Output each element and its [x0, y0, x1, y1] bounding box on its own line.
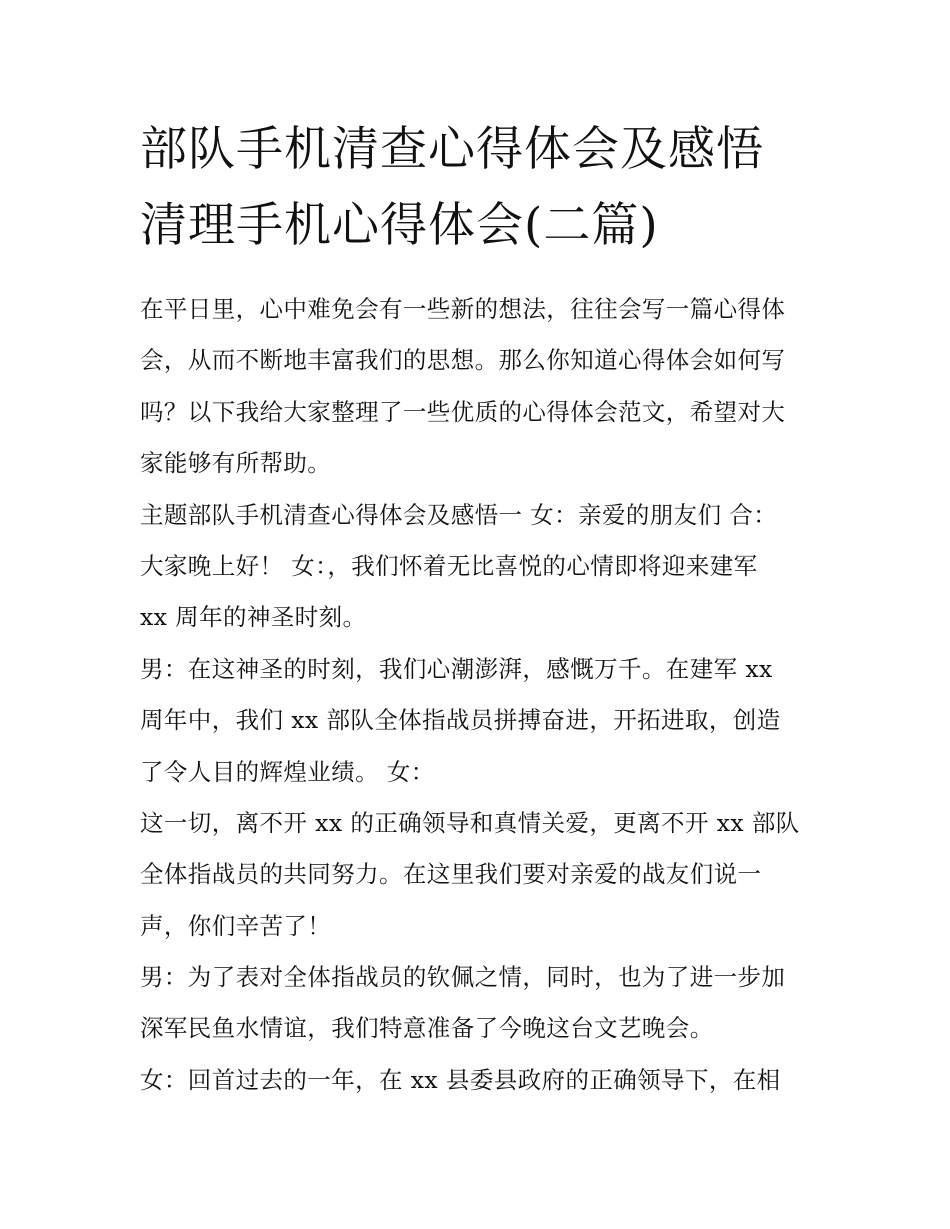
text-line: 男：在这神圣的时刻，我们心潮澎湃，感慨万千。在建军 xx [140, 654, 773, 683]
text-line: 主题部队手机清查心得体会及感悟一 女：亲爱的朋友们 合： [140, 500, 778, 529]
body-paragraph [140, 1055, 820, 1106]
body-paragraph [140, 490, 820, 644]
text-line: 在平日里，心中难免会有一些新的想法，往往会写一篇心得体 [140, 295, 786, 323]
document-title [140, 112, 820, 264]
title-line: 部队手机清查心得体会及感悟 [140, 122, 764, 177]
text-line: 男：为了表对全体指战员的钦佩之情，同时，也为了进一步加 [140, 963, 786, 992]
body-paragraph [140, 952, 820, 1055]
text-line: 深军民鱼水情谊，我们特意准备了今晚这台文艺晚会。 [140, 1014, 714, 1043]
text-line: xx 周年的神圣时刻。 [140, 603, 367, 632]
text-line: 吗？以下我给大家整理了一些优质的心得体会范文，希望对大 [140, 397, 786, 426]
text-line: 家能够有所帮助。 [140, 449, 332, 478]
text-line: 会，从而不断地丰富我们的思想。那么你知道心得体会如何写 [140, 346, 786, 375]
title-line: 清理手机心得体会(二篇) [140, 198, 659, 253]
body-paragraph [140, 644, 820, 798]
intro-paragraph [140, 284, 820, 490]
text-line: 全体指战员的共同努力。在这里我们要对亲爱的战友们说一 [140, 860, 762, 889]
text-line: 女：回首过去的一年，在 xx 县委县政府的正确领导下，在相 [140, 1065, 781, 1094]
text-line: 周年中，我们 xx 部队全体指战员拼搏奋进，开拓进取，创造 [140, 706, 781, 735]
text-line: 了令人目的辉煌业绩。 女： [140, 757, 435, 786]
text-line: 声，你们辛苦了！ [140, 911, 332, 940]
text-line: 大家晚上好！ 女：，我们怀着无比喜悦的心情即将迎来建军 [140, 551, 758, 580]
text-line: 这一切，离不开 xx 的正确领导和真情关爱，更离不开 xx 部队 [140, 808, 800, 837]
document-content [140, 112, 820, 1106]
body-paragraph [140, 798, 820, 952]
